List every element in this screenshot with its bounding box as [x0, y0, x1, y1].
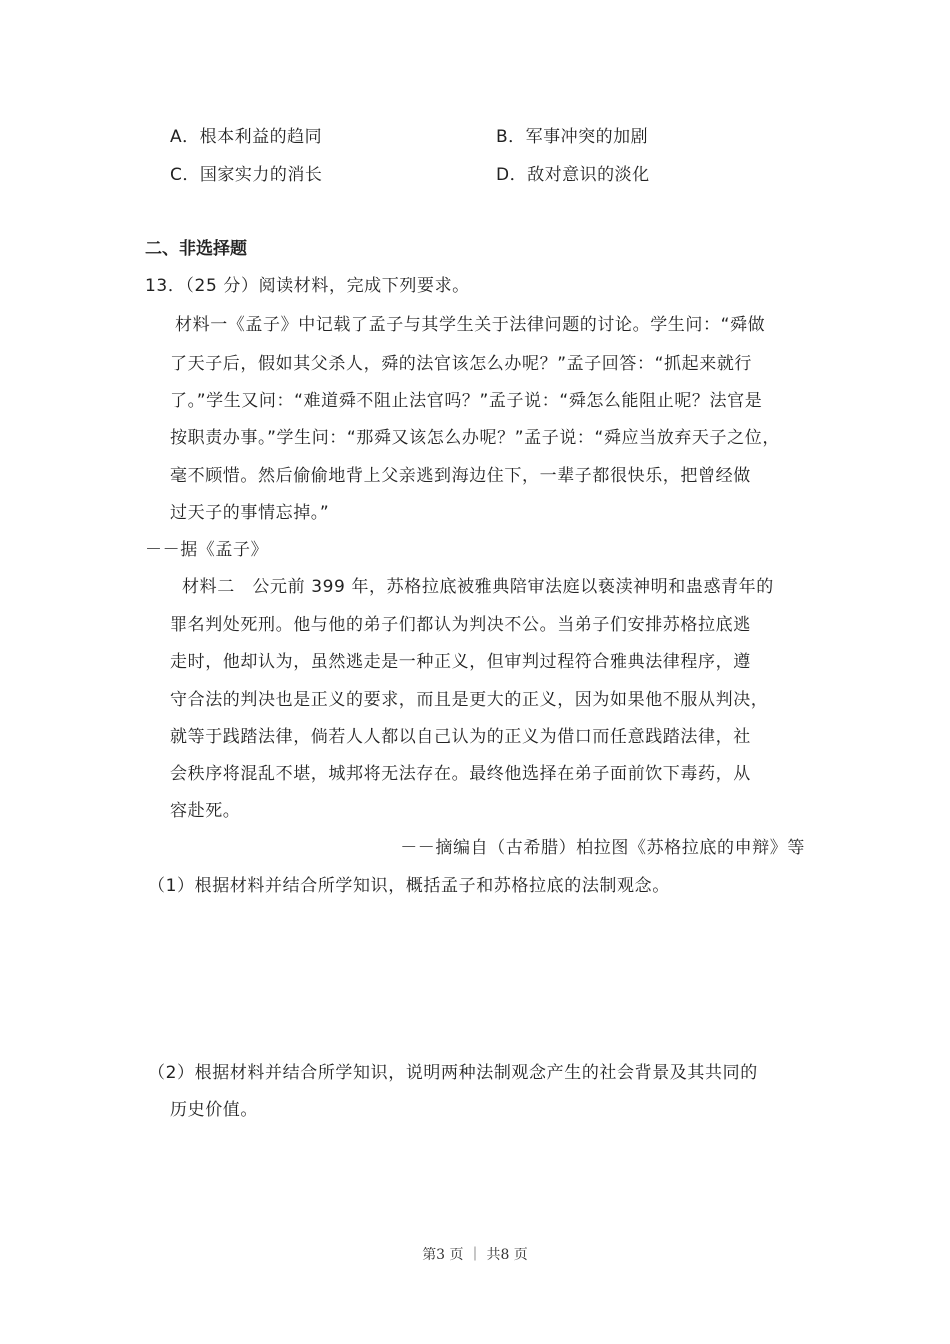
section-title: 二、非选择题	[145, 239, 247, 259]
material2-line: 走时，他却认为，虽然逃走是一种正义，但审判过程符合雅典法律程序，遵	[170, 652, 751, 672]
material1-line: 了天子后，假如其父杀人，舜的法官该怎么办呢？”孟子回答：“抓起来就行	[170, 354, 753, 374]
material2-line: 守合法的判决也是正义的要求，而且是更大的正义，因为如果他不服从判决，	[170, 690, 769, 710]
sub-question-1: （1）根据材料并结合所学知识，概括孟子和苏格拉底的法制观念。	[148, 876, 670, 896]
page-footer: 第3 页 ｜ 共8 页	[422, 1247, 528, 1263]
material2-source: －－摘编自（古希腊）柏拉图《苏格拉底的申辩》等	[400, 838, 805, 858]
material1-source: －－据《孟子》	[145, 540, 269, 560]
option-d: D．敌对意识的淡化	[496, 165, 650, 185]
material1-line: 了。”学生又问：“难道舜不阻止法官吗？”孟子说：“舜怎么能阻止呢？法官是	[170, 391, 763, 411]
material2-line: 就等于践踏法律，倘若人人都以自己认为的正义为借口而任意践踏法律，社	[170, 727, 751, 747]
material1-line: 毫不顾惜。然后偷偷地背上父亲逃到海边住下，一辈子都很快乐，把曾经做	[170, 466, 751, 486]
material2-line: 会秩序将混乱不堪，城邦将无法存在。最终他选择在弟子面前饮下毒药，从	[170, 764, 751, 784]
option-c: C．国家实力的消长	[170, 165, 323, 185]
option-a: A．根本利益的趋同	[170, 127, 323, 147]
material1-line: 材料一《孟子》中记载了孟子与其学生关于法律问题的讨论。学生问：“舜做	[175, 315, 766, 335]
material2-line: 容赴死。	[170, 801, 241, 821]
sub-question-2-line1: （2）根据材料并结合所学知识，说明两种法制观念产生的社会背景及其共同的	[148, 1063, 758, 1083]
material2-line: 材料二 公元前 399 年，苏格拉底被雅典陪审法庭以亵渎神明和蛊惑青年的	[182, 577, 774, 597]
material2-line: 罪名判处死刑。他与他的弟子们都认为判决不公。当弟子们安排苏格拉底逃	[170, 615, 751, 635]
option-b: B．军事冲突的加剧	[496, 127, 649, 147]
question-header: 13．（25 分）阅读材料，完成下列要求。	[145, 276, 470, 296]
material1-line: 按职责办事。”学生问：“那舜又该怎么办呢？”孟子说：“舜应当放弃天子之位，	[170, 428, 780, 448]
material1-line: 过天子的事情忘掉。”	[170, 503, 330, 523]
sub-question-2-line2: 历史价值。	[170, 1100, 258, 1120]
